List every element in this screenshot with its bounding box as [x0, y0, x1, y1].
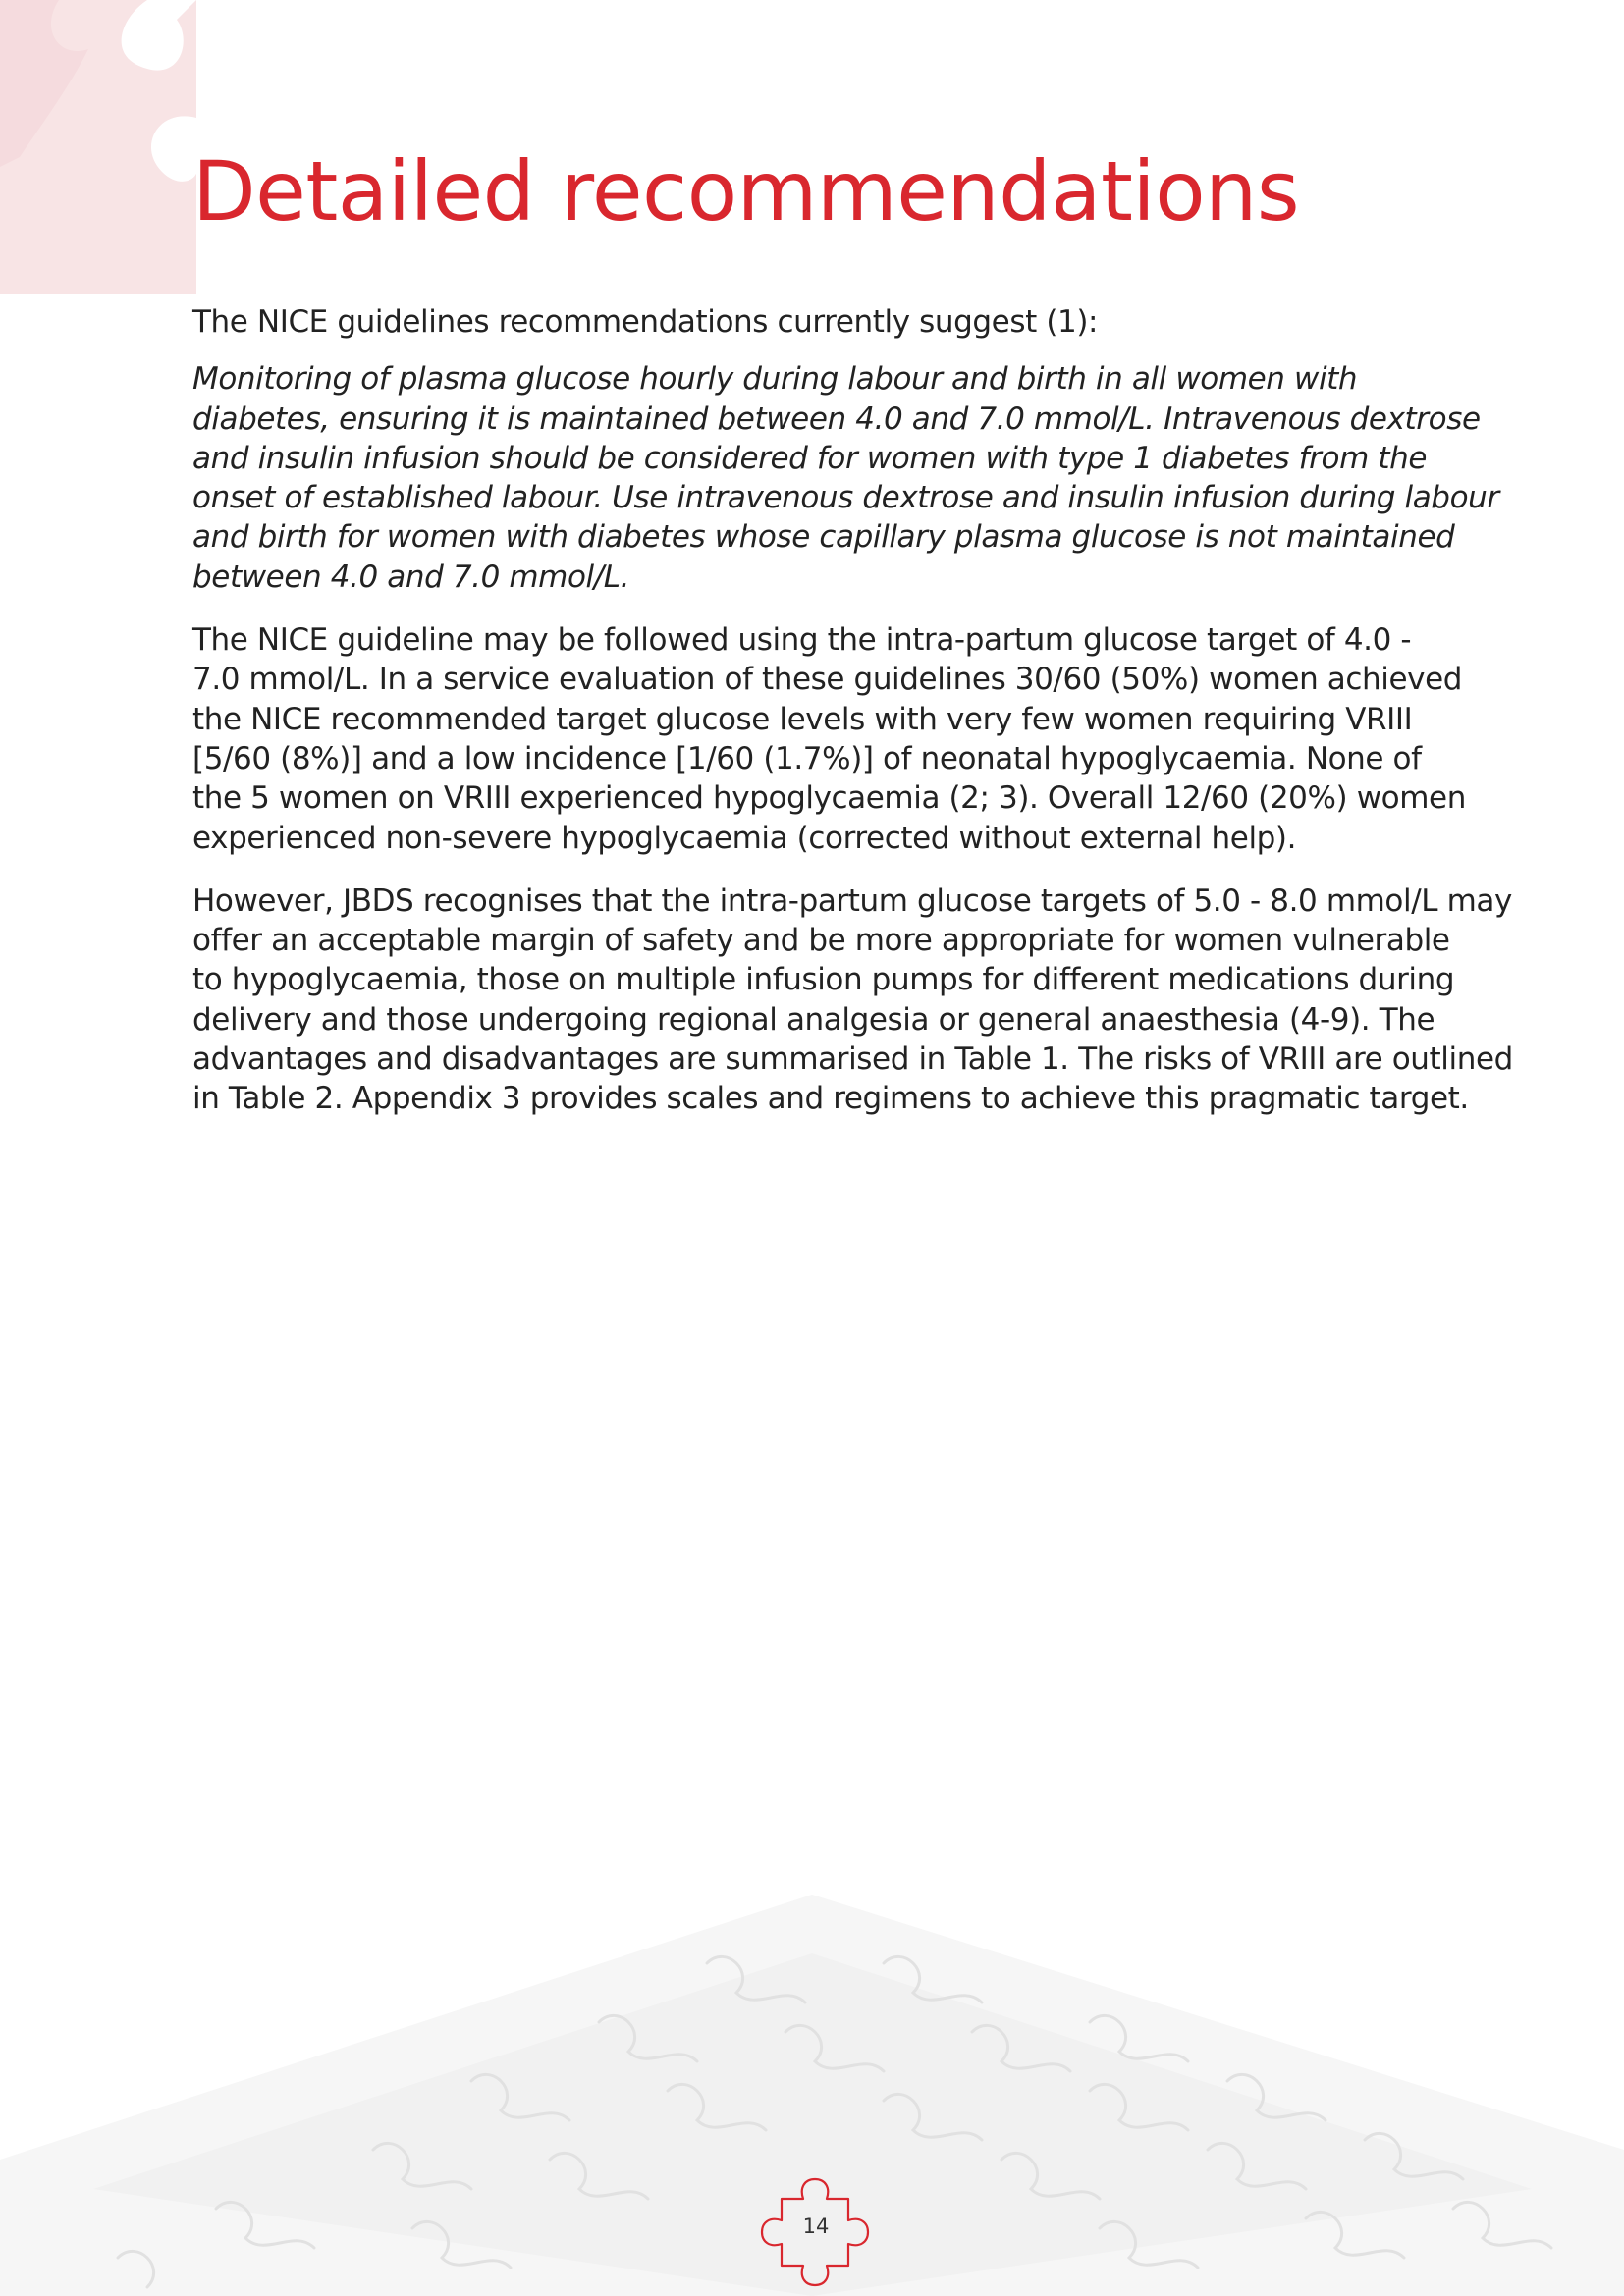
text-line: The NICE guidelines recommendations currently suggest (1): — [192, 304, 1099, 340]
text-line: the 5 women on VRIII experienced hypoglycaemia (2; 3). Overall 12/60 (20%) women — [192, 780, 1466, 817]
text-line: in Table 2. Appendix 3 provides scales and regimens to achieve this pragmatic target. — [192, 1081, 1469, 1117]
intro-paragraph — [192, 302, 1449, 342]
nice-quote-paragraph — [192, 359, 1499, 597]
text-line: [5/60 (8%)] and a low incidence [1/60 (1.7%)] of neonatal hypoglycaemia. None of — [192, 740, 1422, 776]
text-line: and insulin infusion should be considered for women with type 1 diabetes from the — [192, 440, 1427, 476]
text-line: delivery and those undergoing regional analgesia or general anaesthesia (4-9). The — [192, 1001, 1435, 1038]
text-line: The NICE guideline may be followed using the intra-partum glucose target of 4.0 - — [192, 622, 1412, 659]
page-number-badge — [752, 2169, 880, 2292]
jbds-paragraph — [192, 881, 1513, 1119]
text-line: advantages and disadvantages are summarised in Table 1. The risks of VRIII are outlined — [192, 1041, 1513, 1078]
text-line: and birth for women with diabetes whose capillary plasma glucose is not maintained — [192, 519, 1455, 556]
text-line: 7.0 mmol/L. In a service evaluation of these guidelines 30/60 (50%) women achieved — [192, 662, 1463, 698]
text-line: experienced non-severe hypoglycaemia (corrected without external help). — [192, 820, 1297, 856]
text-line: between 4.0 and 7.0 mmol/L. — [192, 559, 630, 595]
text-line: diabetes, ensuring it is maintained between 4.0 and 7.0 mmol/L. Intravenous dextrose — [192, 400, 1481, 437]
text-line: to hypoglycaemia, those on multiple infusion pumps for different medications during — [192, 962, 1455, 998]
text-line: However, JBDS recognises that the intra-partum glucose targets of 5.0 - 8.0 mmol/L may — [192, 882, 1512, 919]
page-number: 14 — [802, 2215, 830, 2238]
page-title: Detailed recommendations — [192, 143, 1300, 240]
text-line: Monitoring of plasma glucose hourly during labour and birth in all women with — [192, 361, 1358, 398]
text-line: the NICE recommended target glucose levels with very few women requiring VRIII — [192, 701, 1413, 737]
text-line: offer an acceptable margin of safety and be more appropriate for women vulnerable — [192, 923, 1450, 959]
body-text — [192, 302, 1513, 1143]
text-line: onset of established labour. Use intravenous dextrose and insulin infusion during labour — [192, 480, 1499, 516]
puzzle-piece-icon — [0, 0, 196, 294]
service-evaluation-paragraph — [192, 620, 1466, 858]
